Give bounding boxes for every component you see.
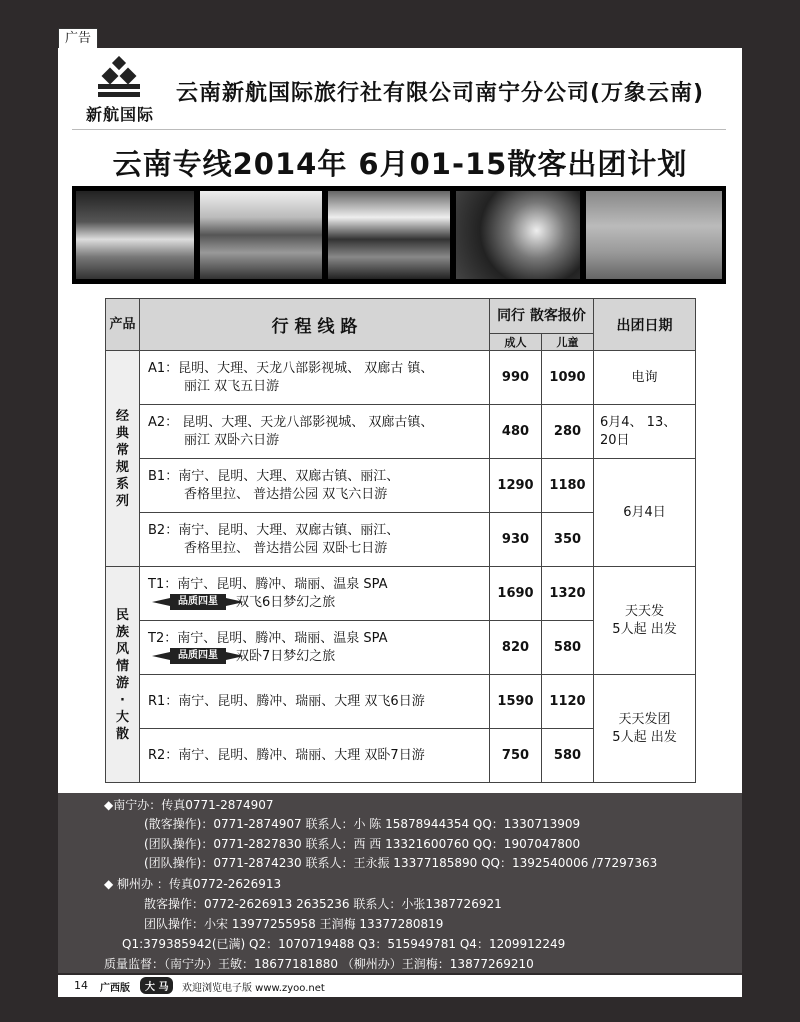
child-price: 1090	[542, 351, 594, 405]
contact-line: 团队操作：小宋 13977255958 王润梅 13377280819	[144, 917, 444, 931]
adult-price: 480	[490, 405, 542, 459]
header-child: 儿童	[542, 334, 594, 351]
footer	[58, 975, 742, 997]
contact-line: (团队操作)：0771-2874230 联系人：王永振 13377185890 QQ：1392540006 /77297363	[144, 856, 658, 870]
contact-panel	[58, 793, 742, 973]
main-title: 云南专线2014年 6月01-15散客出团计划	[112, 147, 688, 181]
tour-table	[105, 298, 696, 783]
quality-supervision: 质量监督：（南宁办）王敏：18677181880 （柳州办）王润梅：13877269210	[104, 957, 534, 971]
adult-price: 1290	[490, 459, 542, 513]
category-ethnic: 民族风情游·大散	[106, 567, 140, 783]
child-price: 350	[542, 513, 594, 567]
photo-dancers	[586, 191, 722, 279]
table-row	[106, 675, 696, 729]
header-route: 行 程 线 路	[140, 299, 490, 351]
photo-waterwheel	[456, 191, 580, 279]
footer-note: 欢迎浏览电子版 www.zyoo.net	[182, 983, 325, 994]
contact-line: (散客操作)：0771-2874907 联系人：小 陈 15878944354 QQ：1330713909	[144, 817, 581, 831]
contact-line: 散客操作：0772-2626913 2635236 联系人：小张1387726921	[144, 897, 502, 911]
child-price: 580	[542, 621, 594, 675]
qq-line: Q1:379385942(已满) Q2：1070719488 Q3：515949781 Q4：1209912249	[122, 937, 566, 951]
route-cell: T1：南宁、昆明、腾冲、瑞丽、温泉 SPA 品质四星 双飞6日梦幻之旅	[140, 567, 490, 621]
route-cell: R2：南宁、昆明、腾冲、瑞丽、大理 双卧7日游	[140, 729, 490, 783]
departure-date: 电询	[594, 351, 696, 405]
quality-badge: 品质四星	[170, 648, 226, 664]
photo-mountain	[76, 191, 194, 279]
liuzhou-office-fax: ◆ 柳州办 ：传真0772-2626913	[104, 877, 282, 891]
child-price: 1180	[542, 459, 594, 513]
photo-terraces	[200, 191, 322, 279]
logo-text: 新航国际	[85, 105, 154, 124]
header-price: 同行 散客报价	[490, 299, 594, 334]
adult-price: 930	[490, 513, 542, 567]
route-cell: T2：南宁、昆明、腾冲、瑞丽、温泉 SPA 品质四星 双卧7日梦幻之旅	[140, 621, 490, 675]
header-adult: 成人	[490, 334, 542, 351]
ad-tag: 广告	[58, 28, 98, 49]
table-row	[106, 567, 696, 621]
header	[72, 52, 726, 130]
quality-badge: 品质四星	[170, 594, 226, 610]
contact-line: (团队操作)：0771-2827830 联系人：西 西 13321600760 QQ：1907047800	[144, 837, 581, 851]
company-name: 云南新航国际旅行社有限公司南宁分公司(万象云南)	[176, 81, 705, 106]
child-price: 280	[542, 405, 594, 459]
departure-date: 天天发 5人起 出发	[594, 567, 696, 675]
route-cell: B2：南宁、昆明、大理、双廊古镇、丽江、 香格里拉、 普达措公园 双卧七日游	[140, 513, 490, 567]
adult-price: 820	[490, 621, 542, 675]
adult-price: 750	[490, 729, 542, 783]
departure-date: 6月4、 13、 20日	[594, 405, 696, 459]
child-price: 580	[542, 729, 594, 783]
child-price: 1320	[542, 567, 594, 621]
company-logo	[72, 52, 168, 130]
adult-price: 1590	[490, 675, 542, 729]
route-cell: A2： 昆明、大理、天龙八部影视城、 双廊古镇、 丽江 双卧六日游	[140, 405, 490, 459]
route-cell: B1：南宁、昆明、大理、双廊古镇、丽江、 香格里拉、 普达措公园 双飞六日游	[140, 459, 490, 513]
table-row	[106, 351, 696, 405]
child-price: 1120	[542, 675, 594, 729]
edition-label: 广西版	[100, 983, 130, 994]
table-row	[106, 459, 696, 513]
photo-lake	[328, 191, 450, 279]
table-row	[106, 405, 696, 459]
page-number: 14	[74, 979, 88, 992]
route-cell: R1：南宁、昆明、腾冲、瑞丽、大理 双飞6日游	[140, 675, 490, 729]
adult-price: 990	[490, 351, 542, 405]
category-classic: 经典常规系列	[106, 351, 140, 567]
ad-page	[58, 48, 742, 793]
departure-date: 6月4日	[594, 459, 696, 567]
header-date: 出团日期	[594, 299, 696, 351]
photo-strip	[72, 186, 726, 284]
departure-date: 天天发团 5人起 出发	[594, 675, 696, 783]
logo-mark-icon	[94, 56, 144, 100]
brand-logo: 大 马	[140, 977, 173, 994]
adult-price: 1690	[490, 567, 542, 621]
route-cell: A1：昆明、大理、天龙八部影视城、 双廊古 镇、 丽江 双飞五日游	[140, 351, 490, 405]
nanning-office-fax: ◆南宁办：传真0771-2874907	[104, 798, 274, 812]
header-product: 产品	[106, 299, 140, 351]
